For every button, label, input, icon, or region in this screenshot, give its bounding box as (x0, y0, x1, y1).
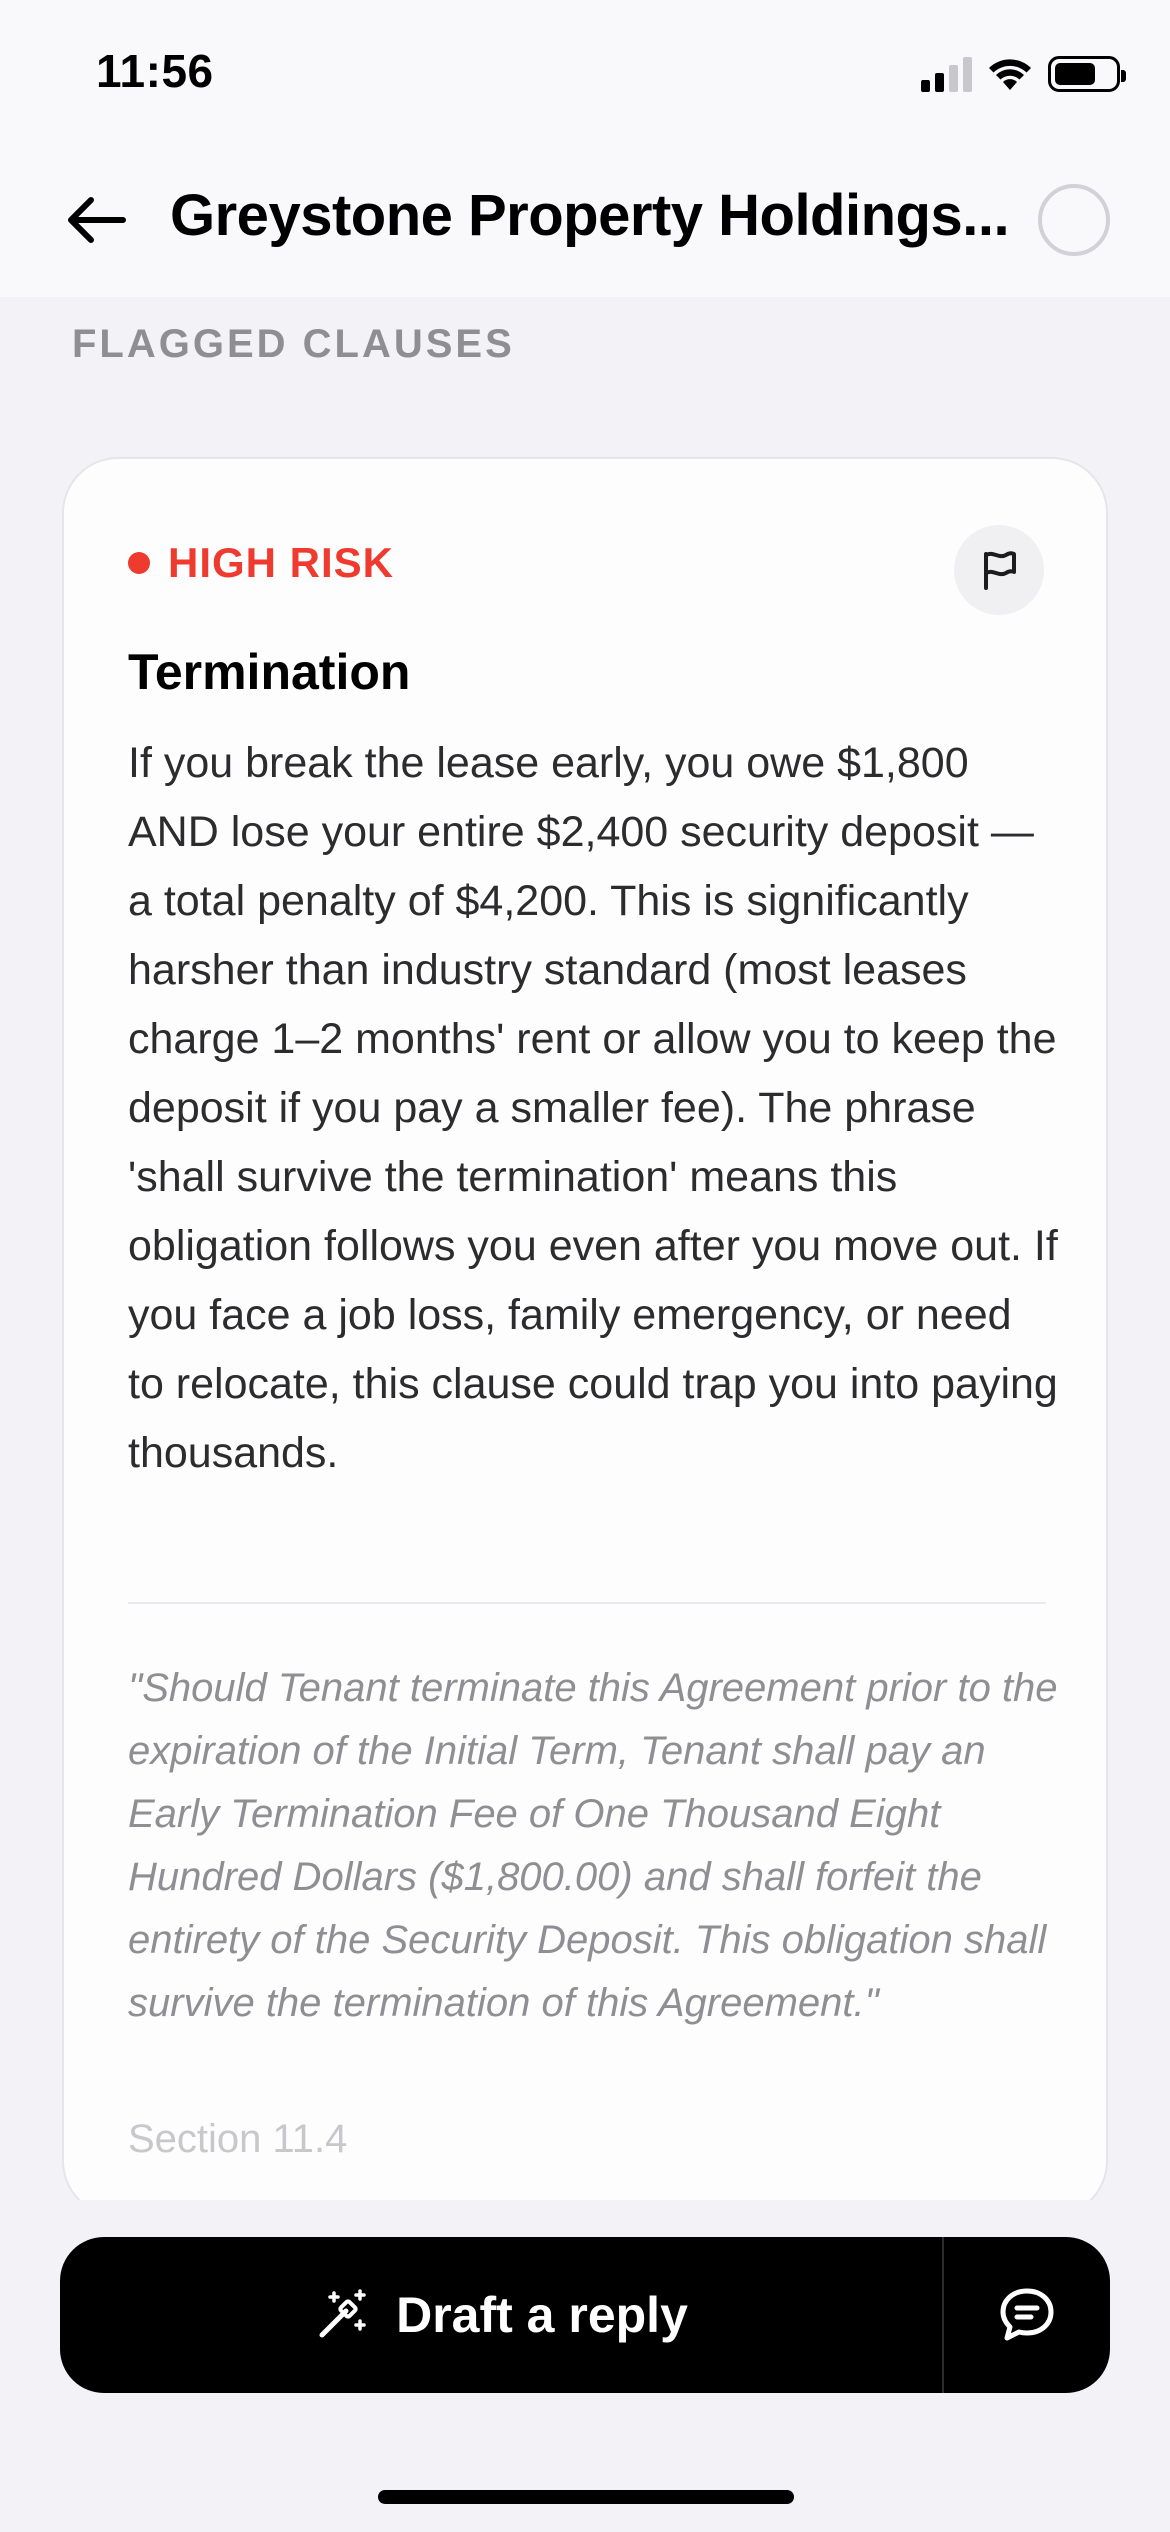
nav-header (0, 170, 1170, 270)
chat-button[interactable] (944, 2237, 1110, 2393)
top-area (0, 0, 1170, 297)
select-circle-button[interactable] (1038, 184, 1110, 256)
chat-bubble-icon (997, 2285, 1057, 2345)
wifi-icon (988, 56, 1032, 92)
section-label: FLAGGED CLAUSES (72, 322, 515, 366)
clause-explanation: If you break the lease early, you owe $1,800 AND lose your entire $2,400 security deposit — a total penalty of $4,200. This is significantly harsher than industry standard (most leases charge 1–2 months' rent or allow you to keep the deposit if you pay a smaller fee). The phrase 'shall survive the termination' means this obligation follows you even after you move out. If you face a job loss, family emergency, or need to relocate, this clause could trap you into paying thousands. (128, 739, 1058, 1477)
page-title: Greystone Property Holdings... (170, 183, 1010, 248)
action-bar (60, 2237, 1110, 2393)
clause-title: Termination (128, 644, 411, 700)
battery-icon (1048, 56, 1120, 92)
flag-button[interactable] (954, 525, 1044, 615)
draft-reply-button[interactable] (60, 2237, 942, 2393)
risk-label: HIGH RISK (168, 539, 395, 586)
back-button[interactable] (60, 190, 132, 250)
status-icons (921, 52, 1120, 96)
divider (128, 1602, 1046, 1604)
home-indicator[interactable] (378, 2490, 794, 2504)
risk-dot-icon (128, 552, 150, 574)
section-reference: Section 11.4 (128, 2117, 348, 2161)
cellular-signal-icon (921, 56, 972, 92)
clause-card (62, 457, 1108, 2217)
flag-icon (977, 548, 1021, 592)
magic-wand-icon (314, 2287, 370, 2343)
clause-quote: "Should Tenant terminate this Agreement prior to the expiration of the Initial Term, Tenant shall pay an Early Termination Fee of One Thousand Eight Hundred Dollars ($1,800.00) and shall forfeit the entirety of the Security Deposit. This obligation shall survive the termination of this Agreement." (128, 1666, 1058, 2025)
status-time: 11:56 (96, 45, 214, 97)
arrow-left-icon (65, 195, 127, 245)
risk-badge (128, 539, 394, 587)
draft-reply-label: Draft a reply (396, 2287, 688, 2343)
